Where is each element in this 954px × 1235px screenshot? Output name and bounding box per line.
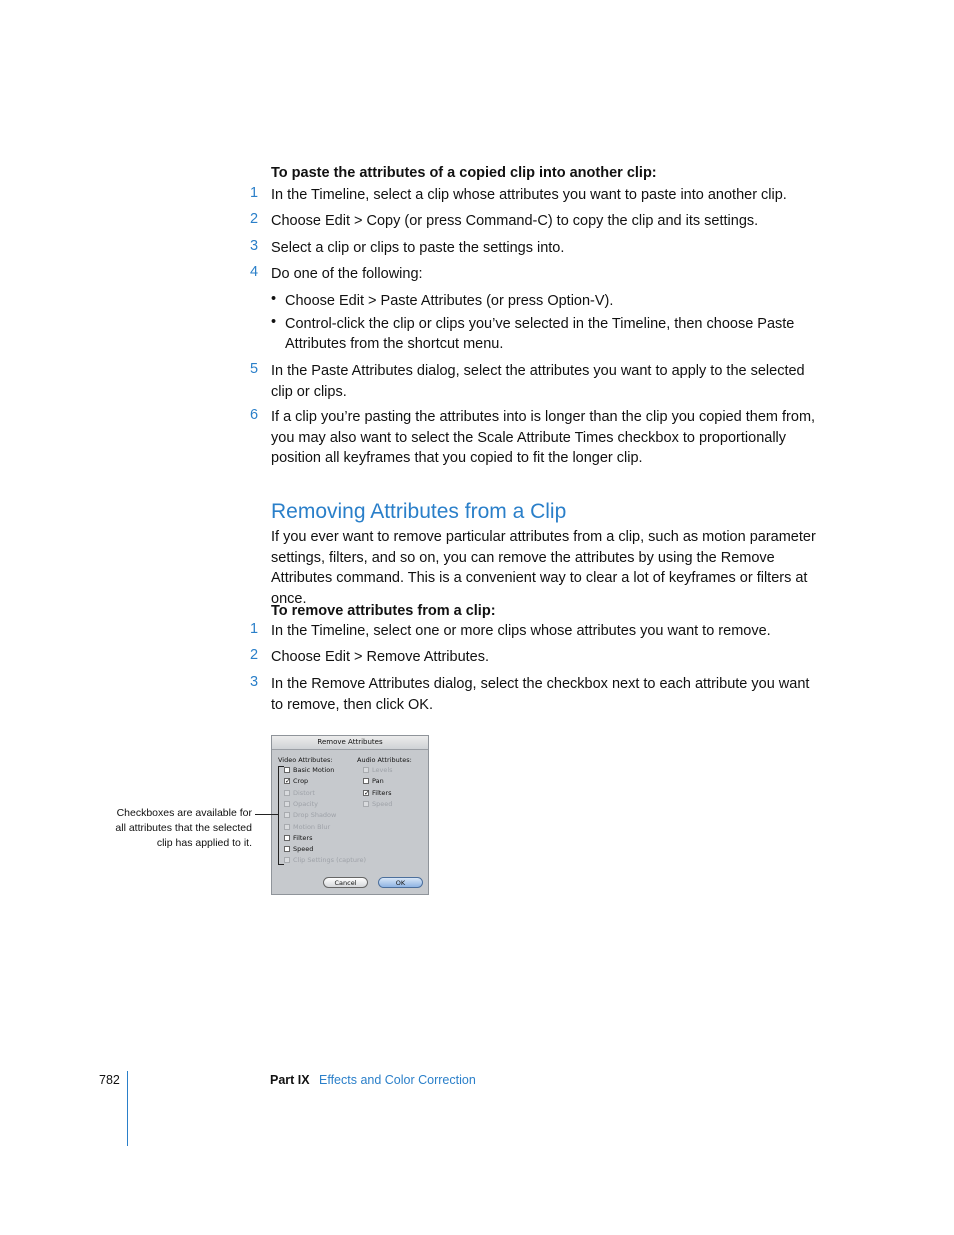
audio-attribute-checkbox	[363, 801, 369, 807]
step-number: 1	[250, 185, 259, 201]
bullet-marker: •	[271, 314, 277, 330]
video-attribute-checkbox[interactable]	[284, 767, 290, 773]
step-text: Do one of the following:	[271, 266, 423, 282]
video-attributes-header: Video Attributes:	[278, 756, 333, 764]
remove-attributes-dialog	[271, 735, 429, 895]
bullet-text: Control-click the clip or clips you’ve selected in the Timeline, then choose Paste Attributes from the shortcut menu.	[285, 316, 795, 352]
bullet-marker: •	[271, 291, 277, 307]
video-attribute-checkbox	[284, 812, 290, 818]
footer-part: Part IX	[270, 1073, 310, 1087]
step-number: 6	[250, 407, 259, 423]
step-number: 1	[250, 621, 259, 637]
video-attribute-label: Motion Blur	[293, 822, 331, 831]
paste-procedure-heading: To paste the attributes of a copied clip into another clip:	[271, 165, 657, 181]
footer-divider	[127, 1071, 128, 1146]
audio-attribute-label: Filters	[372, 788, 392, 797]
video-attribute-label: Speed	[293, 845, 314, 854]
audio-attribute-checkbox[interactable]	[363, 790, 369, 796]
dialog-title: Remove Attributes	[272, 736, 428, 750]
audio-attribute-label: Pan	[372, 777, 384, 786]
video-attribute-label: Drop Shadow	[293, 811, 337, 820]
video-attribute-label: Clip Settings (capture)	[293, 856, 367, 865]
ok-button[interactable]: OK	[378, 877, 423, 888]
video-attribute-label: Crop	[293, 777, 309, 786]
step-number: 5	[250, 361, 259, 377]
step-number: 2	[250, 647, 259, 663]
checkmark-icon: ✓	[285, 777, 291, 786]
step-text: Choose Edit > Copy (or press Command-C) to copy the clip and its settings.	[271, 213, 759, 229]
video-attribute-label: Distort	[293, 788, 315, 797]
step-text: Select a clip or clips to paste the settings into.	[271, 240, 565, 256]
section-intro: If you ever want to remove particular attributes from a clip, such as motion parameter settings, filters, and so on, you can remove the attributes by using the Remove Attributes command. This is a convenient way to clear a lot of keyframes or filters at once.	[271, 529, 816, 607]
audio-attribute-checkbox	[363, 767, 369, 773]
video-attribute-label: Opacity	[293, 799, 319, 808]
step-text: In the Paste Attributes dialog, select the attributes you want to apply to the selected clip or clips.	[271, 363, 805, 400]
audio-attribute-label: Levels	[372, 766, 393, 774]
audio-attributes-header: Audio Attributes:	[357, 756, 412, 764]
video-attribute-checkbox	[284, 801, 290, 807]
step-text: If a clip you’re pasting the attributes into is longer than the clip you copied them from, you may also want to select the Scale Attribute Times checkbox to proportionally position all keyframes that you copied to fit the longer clip.	[271, 409, 816, 466]
callout-leader-line	[255, 814, 278, 815]
footer-section-link[interactable]: Effects and Color Correction	[319, 1073, 476, 1087]
video-attribute-checkbox	[284, 824, 290, 830]
step-number: 4	[250, 264, 259, 280]
step-text: In the Remove Attributes dialog, select the checkbox next to each attribute you want to remove, then click OK.	[271, 676, 810, 713]
bullet-text: Choose Edit > Paste Attributes (or press Option-V).	[285, 293, 614, 309]
step-number: 2	[250, 211, 259, 227]
checkmark-icon: ✓	[364, 788, 370, 797]
page-number: 782	[99, 1073, 120, 1087]
video-attribute-checkbox[interactable]	[284, 846, 290, 852]
audio-attribute-checkbox[interactable]	[363, 778, 369, 784]
step-number: 3	[250, 674, 259, 690]
step-text: Choose Edit > Remove Attributes.	[271, 649, 490, 665]
step-text: In the Timeline, select a clip whose attributes you want to paste into another clip.	[271, 187, 787, 203]
video-attribute-checkbox	[284, 790, 290, 796]
section-title: Removing Attributes from a Clip	[271, 500, 567, 523]
video-attribute-checkbox[interactable]	[284, 778, 290, 784]
video-attribute-label: Basic Motion	[293, 766, 335, 774]
cancel-button[interactable]: Cancel	[323, 877, 368, 888]
step-number: 3	[250, 238, 259, 254]
video-attribute-label: Filters	[293, 833, 313, 842]
callout-text: Checkboxes are available for all attributes that the selected clip has applied to it.	[115, 807, 252, 850]
callout-bracket	[278, 766, 284, 865]
step-text: In the Timeline, select one or more clips whose attributes you want to remove.	[271, 623, 771, 639]
video-attribute-checkbox[interactable]	[284, 835, 290, 841]
video-attribute-checkbox	[284, 857, 290, 863]
remove-procedure-heading: To remove attributes from a clip:	[271, 603, 496, 619]
audio-attribute-label: Speed	[372, 799, 393, 808]
